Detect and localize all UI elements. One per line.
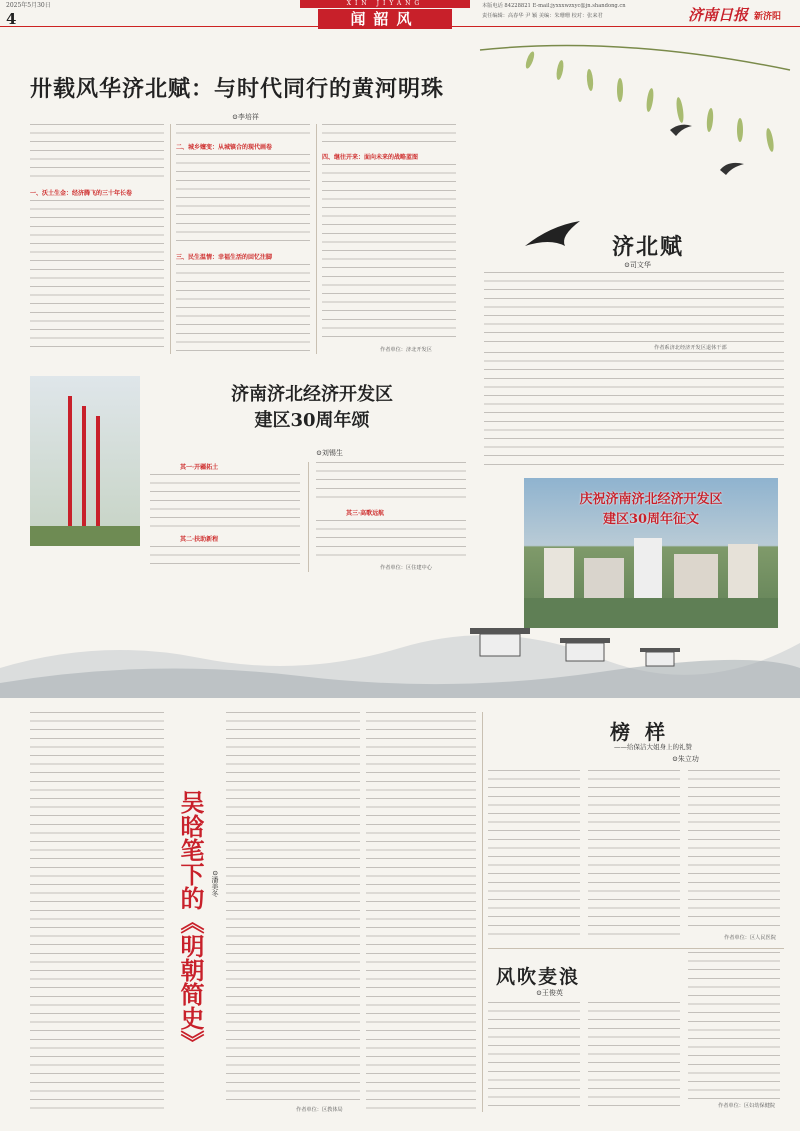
a3-author: ⊙刘锡生 (316, 449, 343, 457)
a1-col3-text2 (322, 164, 456, 344)
a4-author: ⊙潘美冬 (211, 870, 219, 897)
a2-text (484, 272, 784, 342)
a1-head-3: 三、民生温情：幸福生活的回忆注脚 (176, 254, 273, 261)
a3-body (150, 462, 480, 578)
a4-col2-text (226, 712, 360, 1106)
a2-author-name: 司文华 (629, 261, 651, 269)
a1-sign: 作者单位：济北开发区 (380, 347, 432, 353)
a6-col1-text (488, 1002, 580, 1106)
banner-title (532, 490, 770, 530)
a1-col1-text2 (30, 200, 164, 354)
a4-col1 (30, 712, 164, 1112)
a5-sign: 作者单位：区人民医院 (724, 935, 776, 941)
a1-body (30, 124, 460, 356)
banner-line1: 庆祝济南济北经济开发区 (579, 492, 723, 507)
a4-col2 (226, 712, 360, 1112)
a5-author-name: 朱立功 (677, 755, 699, 763)
a1-col3-text (322, 124, 456, 146)
a6-col2-text (588, 1002, 680, 1106)
a2-body (484, 272, 784, 352)
a4-sign: 作者单位：区教体局 (296, 1107, 343, 1113)
swallow-icon (520, 216, 590, 256)
a6-title: 风吹麦浪 (496, 966, 581, 988)
a1-author: ⊙李培祥 (232, 113, 259, 121)
a3-head-2: 其二·扶助新程 (180, 536, 219, 543)
a1-head-2: 二、城乡嬗变：从城镇合的现代画卷 (176, 144, 273, 151)
a6-author-name: 王俊英 (541, 989, 563, 997)
a1-author-name: 李培祥 (237, 113, 259, 121)
edition-name: 新济阳 (754, 12, 782, 22)
monument-photo (30, 376, 140, 546)
a5-author: ⊙朱立功 (672, 755, 699, 763)
a3-head-3: 其三·高歌远航 (346, 510, 385, 517)
section-pinyin: XIN JIYANG (300, 0, 470, 8)
a6-sign: 作者单位：区妇幼保健院 (718, 1103, 776, 1109)
page-header (0, 0, 800, 27)
issue-date: 2025年5月30日 (6, 2, 51, 9)
a5-body (488, 770, 784, 946)
a5-subtitle: ——给保洁大姐身上的礼赞 (614, 743, 692, 751)
a2-text2 (484, 352, 784, 472)
a6-col3-text (688, 952, 780, 1102)
a4-col3-text (366, 712, 476, 1112)
a6-author: ⊙王俊英 (536, 989, 563, 997)
contact-line: 本版电话 84228821 E-mail:jyxxxwzxyc@jn.shandong.cn (482, 3, 626, 9)
willow-decoration (470, 30, 800, 180)
a3-head-1: 其一·开疆拓土 (180, 464, 219, 471)
a2-title: 济北赋 (612, 234, 685, 260)
a3-author-name: 刘锡生 (321, 449, 343, 457)
a1-head-4: 四、继往开来：面向未来的战略蓝图 (322, 154, 419, 161)
a1-col2-text3 (176, 264, 310, 354)
masthead-logo: 济南日报 (688, 6, 749, 24)
a4-author-name: 潘美冬 (211, 875, 219, 897)
ink-landscape (0, 588, 800, 698)
a5-col2-text (588, 770, 680, 940)
a3-col2-text (316, 462, 466, 502)
a1-col2-text (176, 124, 310, 136)
a3-title (152, 382, 472, 434)
a3-col1-text2 (150, 546, 300, 570)
a3-title-line2: 建区30周年颂 (254, 410, 370, 431)
a1-col1-text (30, 124, 164, 184)
a5-col3-text (688, 770, 780, 930)
a5-col1-text (488, 770, 580, 940)
a3-col2-text2 (316, 520, 466, 560)
a3-sign: 作者单位：区住建中心 (380, 565, 432, 571)
page-number: 4 (6, 10, 17, 28)
a1-col2-text2 (176, 154, 310, 246)
editor-line: 责任编辑：高春华 尹 颖 美编：朱珊珊 校对：张来君 (482, 13, 603, 19)
a5-title: 榜 样 (610, 720, 669, 744)
a2-author: ⊙司文华 (624, 261, 651, 269)
a3-col1-text (150, 474, 300, 528)
a1-title: 卅载风华济北赋：与时代同行的黄河明珠 (30, 76, 445, 102)
a4-title: 吴晗笔下的《明朝简史》 (176, 790, 205, 1054)
a4-col1-text (30, 712, 164, 1112)
a3-title-line1: 济南济北经济开发区 (231, 384, 393, 405)
a2-sign: 作者系济北经济开发区退休干部 (654, 345, 727, 351)
a6-body (488, 1002, 784, 1112)
banner-line2: 建区30周年征文 (602, 512, 700, 527)
section-title: 闻韶风 (318, 9, 452, 29)
a1-head-1: 一、沃土生金：经济腾飞的三十年长卷 (30, 190, 133, 197)
